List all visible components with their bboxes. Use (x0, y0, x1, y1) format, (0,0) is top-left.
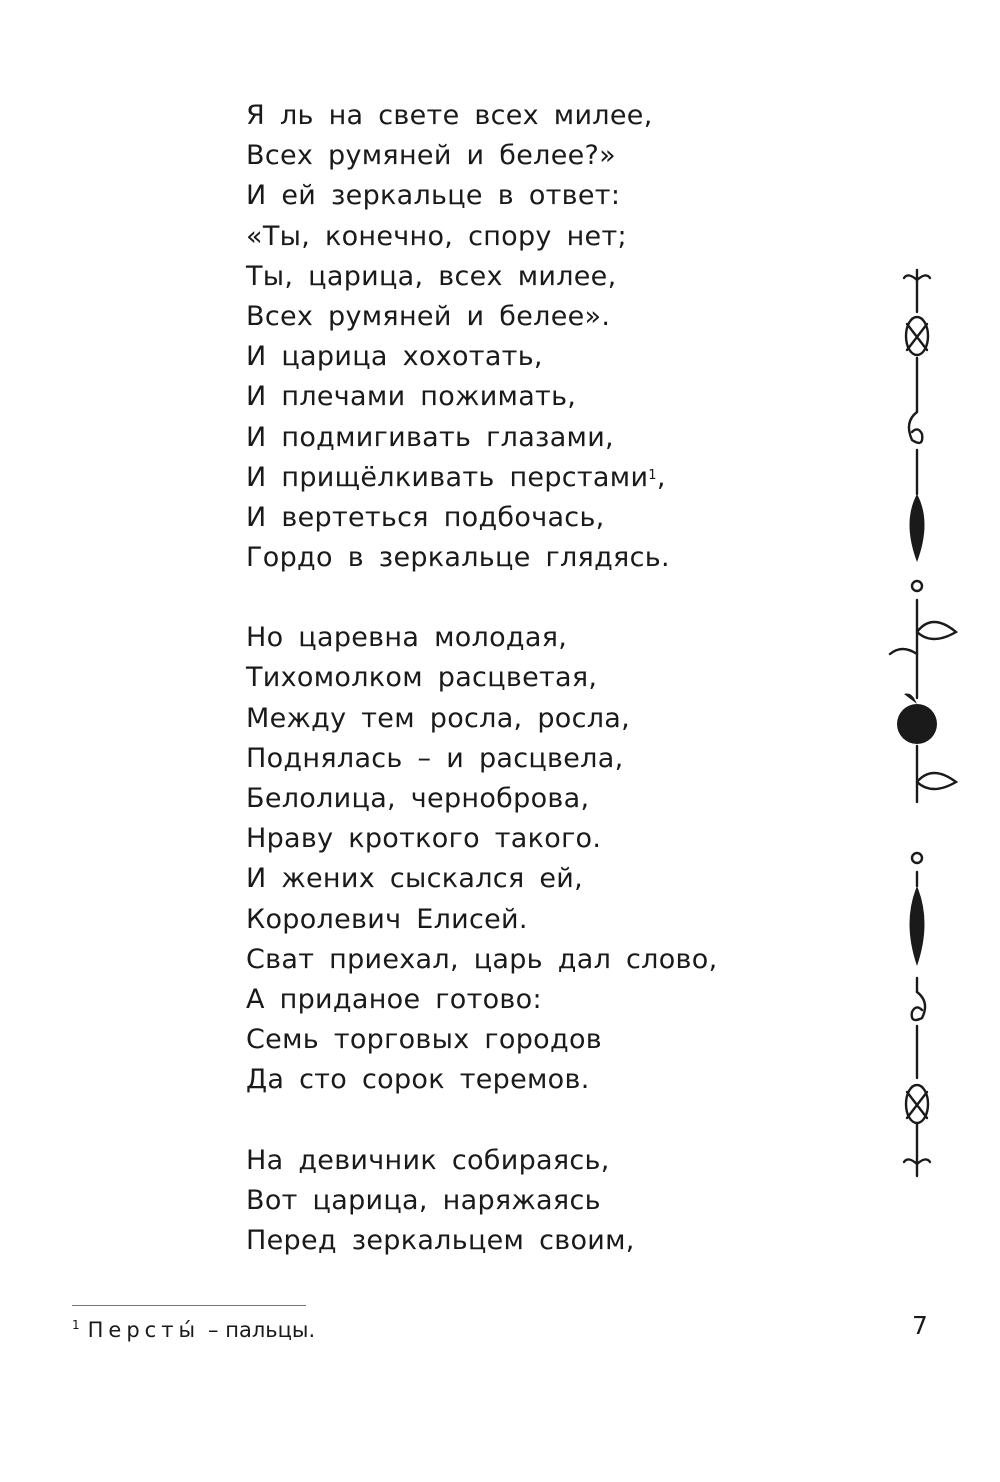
stanza (246, 1141, 806, 1262)
poem-line: «Ты, конечно, спору нет; (246, 220, 627, 252)
poem-line: Всех румяней и белее». (246, 300, 611, 332)
poem-line: Королевич Елисей. (246, 903, 528, 935)
poem-line: И плечами пожимать, (246, 381, 577, 413)
footnote-definition: – пальцы. (208, 1318, 316, 1342)
poem-text (246, 96, 806, 1301)
poem-line: И подмигивать глазами, (246, 421, 614, 453)
footnote-mark: 1 (72, 1318, 80, 1332)
poem-line: Вот царица, наряжаясь (246, 1184, 601, 1216)
poem-line: Всех румяней и белее?» (246, 140, 616, 172)
stanza (246, 96, 806, 578)
poem-line: Семь торговых городов (246, 1024, 602, 1056)
footnote (72, 1318, 315, 1342)
stanza (246, 618, 806, 1100)
poem-line: Перед зеркальцем своим, (246, 1224, 635, 1256)
footnote-term: Персты́ (87, 1318, 201, 1342)
poem-line: И ей зеркальце в ответ: (246, 180, 621, 212)
poem-line: Белолица, черноброва, (246, 783, 590, 814)
poem-line: И царица хохотать, (246, 341, 543, 373)
poem-line: Сват приехал, царь дал слово, (246, 943, 718, 975)
footnote-rule (72, 1305, 306, 1306)
poem-line: Да сто сорок теремов. (246, 1064, 590, 1096)
poem-line: И вертеться подбочась, (246, 501, 605, 533)
poem-line: Но царевна молодая, (246, 622, 568, 654)
poem-line: Между тем росла, росла, (246, 702, 631, 734)
poem-line: Я ль на свете всех милее, (246, 100, 653, 131)
poem-line: Тихомолком расцветая, (246, 662, 598, 694)
poem-line: Поднялась – и расцвела, (246, 742, 624, 774)
poem-line: Нраву кроткого такого. (246, 823, 602, 855)
poem-line: И прищёлкивать перстами$^1$, (246, 461, 666, 493)
poem-line: Гордо в зеркальце глядясь. (246, 542, 670, 574)
footnote-ref: 1 (648, 467, 657, 483)
floral-border-ornament (872, 262, 962, 1182)
page-number: 7 (912, 1311, 928, 1340)
poem-line: И жених сыскался ей, (246, 863, 584, 895)
poem-line: На девичник собираясь, (246, 1144, 610, 1176)
poem-line: Ты, царица, всех милее, (246, 260, 617, 292)
poem-line: А приданое готово: (246, 983, 542, 1015)
